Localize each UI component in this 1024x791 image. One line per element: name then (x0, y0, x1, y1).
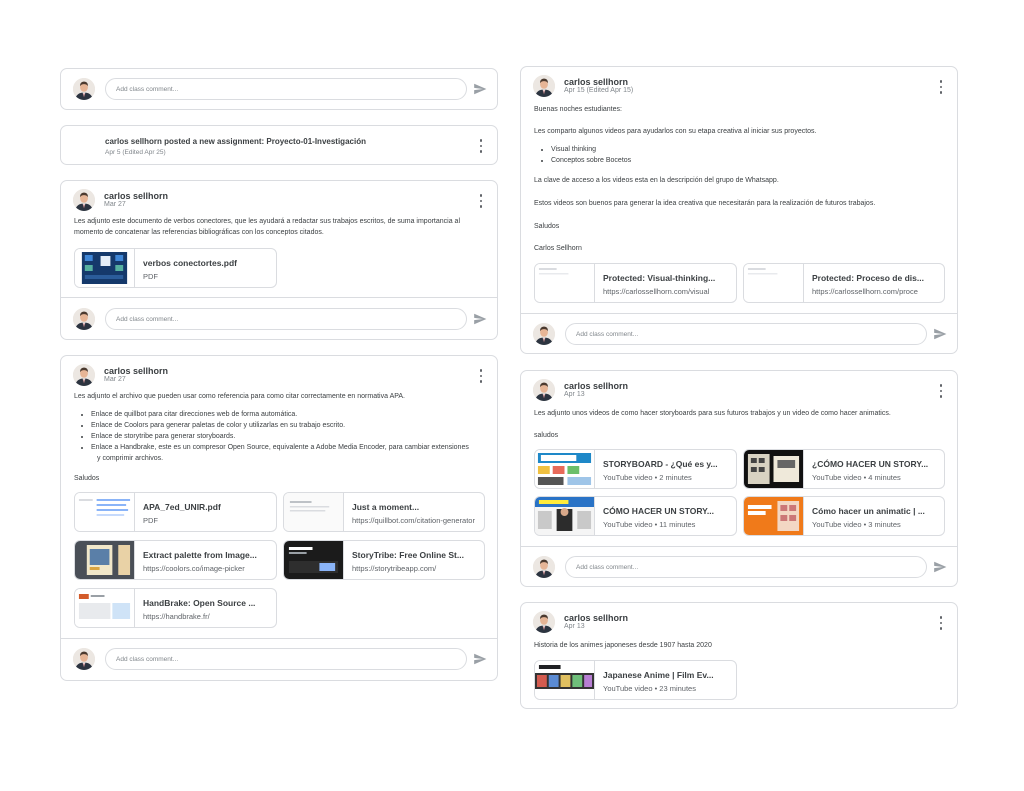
attachment-youtube-video[interactable] (534, 449, 737, 489)
avatar (73, 189, 95, 211)
attachment-title: CÓMO HACER UN STORY... (603, 506, 714, 516)
bullet-item: • Conceptos sobre Bocetos (551, 155, 631, 166)
bullet-item: • Enlace de storytribe para generar storyboards. (91, 431, 469, 442)
bullet-list (551, 144, 631, 166)
link-thumbnail (284, 541, 344, 579)
post-date: Apr 15 (Edited Apr 15) (564, 87, 634, 95)
attachment-meta: YouTube video • 3 minutes (812, 520, 901, 529)
bullet-continuation: y comprimir archivos. (97, 455, 164, 462)
class-comment-input[interactable]: Add class comment... (105, 308, 467, 330)
class-comment-row (73, 307, 487, 331)
post-text: Les adjunto unos videos de como hacer storyboards para sus futuros trabajos y un video de como hacer animatics. (534, 410, 891, 417)
attachment-quillbot-link[interactable] (283, 492, 485, 532)
assignment-card[interactable] (60, 125, 498, 165)
video-thumbnail (535, 497, 595, 535)
divider (521, 546, 957, 547)
post-text: Estos videos son buenos para generar la idea creativa que necesitarán para la realización de futuros trabajos. (534, 200, 876, 207)
send-icon[interactable] (933, 560, 947, 574)
avatar (73, 648, 95, 670)
more-vertical-icon[interactable] (937, 80, 945, 94)
post-text-line: Les adjunto este documento de verbos conectores, que les ayudará a redactar sus trabajos escritos, de suma importancia al (74, 218, 460, 225)
divider (61, 297, 497, 298)
attachment-url: https://carlossellhorn.com/visual (603, 287, 710, 296)
pdf-thumbnail (75, 249, 135, 287)
more-vertical-icon[interactable] (477, 139, 485, 153)
class-comment-input[interactable]: Add class comment... (565, 556, 927, 578)
post-header (73, 189, 168, 211)
post-card (60, 355, 498, 681)
attachment-verbos-pdf[interactable] (74, 248, 277, 288)
bullet-item: • Visual thinking (551, 144, 631, 155)
post-text: Les comparto algunos videos para ayudarlos con su etapa creativa al iniciar sus proyectos. (534, 128, 817, 135)
post-text-line: momento de concatenar las referencias bibliográficas con los conceptos citados. (74, 229, 324, 236)
post-greeting: Buenas noches estudiantes: (534, 106, 622, 113)
divider (521, 313, 957, 314)
more-vertical-icon[interactable] (477, 194, 485, 208)
video-thumbnail (535, 450, 595, 488)
post-date: Apr 13 (564, 623, 585, 631)
bullet-item: • Enlace de Coolors para generar paletas de color y utilizarlas en su trabajo escrito. (91, 420, 469, 431)
attachment-url: https://storytribeapp.com/ (352, 564, 437, 573)
attachment-title: Protected: Visual-thinking... (603, 273, 716, 283)
attachment-apa-pdf[interactable] (74, 492, 277, 532)
post-text: La clave de acceso a los videos esta en la descripción del grupo de Whatsapp. (534, 177, 779, 184)
post-date: Mar 27 (104, 376, 126, 384)
attachment-youtube-video[interactable] (534, 660, 737, 700)
bullet-list (91, 409, 469, 453)
attachment-visual-thinking-link[interactable] (534, 263, 737, 303)
attachment-title: STORYBOARD - ¿Qué es y... (603, 459, 718, 469)
class-comment-row (73, 77, 487, 101)
post-closing: saludos (534, 432, 559, 439)
post-author: carlos sellhorn (564, 380, 629, 391)
avatar (533, 323, 555, 345)
attachment-meta: YouTube video • 2 minutes (603, 473, 692, 482)
link-thumbnail (535, 264, 595, 302)
attachment-title: HandBrake: Open Source ... (143, 598, 256, 608)
post-date: Apr 13 (564, 391, 585, 399)
link-thumbnail (284, 493, 344, 531)
assignment-title[interactable]: carlos sellhorn posted a new assignment: Proyecto-01-Investigación (105, 137, 366, 146)
post-closing: Saludos (74, 475, 100, 482)
attachment-meta: YouTube video • 11 minutes (603, 520, 696, 529)
post-header (73, 364, 168, 386)
video-thumbnail (744, 497, 804, 535)
attachment-youtube-video[interactable] (743, 496, 945, 536)
attachment-title: APA_7ed_UNIR.pdf (143, 502, 221, 512)
post-card (520, 602, 958, 709)
attachment-title: ¿CÓMO HACER UN STORY... (812, 459, 929, 469)
avatar (533, 75, 555, 97)
avatar (73, 78, 95, 100)
send-icon[interactable] (473, 652, 487, 666)
post-text: Historia de los animes japoneses desde 1907 hasta 2020 (534, 642, 712, 649)
post-header (533, 611, 628, 633)
post-header (533, 379, 628, 401)
attachment-title: Just a moment... (352, 502, 420, 512)
send-icon[interactable] (933, 327, 947, 341)
attachment-type: PDF (143, 272, 158, 281)
video-thumbnail (744, 450, 804, 488)
more-vertical-icon[interactable] (477, 369, 485, 383)
post-header (533, 75, 633, 97)
post-author: carlos sellhorn (104, 365, 169, 376)
post-text: Les adjunto el archivo que pueden usar como referencia para como citar correctamente en normativa APA. (74, 393, 405, 400)
comment-card (60, 68, 498, 110)
avatar (533, 611, 555, 633)
attachment-url: https://quillbot.com/citation-generator (352, 516, 475, 525)
assignment-date: Apr 5 (Edited Apr 25) (105, 149, 166, 156)
class-comment-input[interactable]: Add class comment... (105, 78, 467, 100)
attachment-youtube-video[interactable] (743, 449, 945, 489)
avatar (73, 364, 95, 386)
post-signature: Carlos Sellhorn (534, 245, 582, 252)
post-author: carlos sellhorn (104, 190, 169, 201)
attachment-title: StoryTribe: Free Online St... (352, 550, 464, 560)
attachment-coolors-link[interactable] (74, 540, 277, 580)
attachment-meta: YouTube video • 23 minutes (603, 684, 696, 693)
avatar (533, 379, 555, 401)
avatar (533, 556, 555, 578)
link-thumbnail (744, 264, 804, 302)
class-comment-input[interactable]: Add class comment... (565, 323, 927, 345)
attachment-title: Protected: Proceso de dis... (812, 273, 924, 283)
attachment-title: verbos conectortes.pdf (143, 258, 237, 268)
attachment-url: https://coolors.co/image-picker (143, 564, 245, 573)
post-card (60, 180, 498, 340)
attachment-proceso-link[interactable] (743, 263, 945, 303)
attachment-url: https://carlossellhorn.com/proce (812, 287, 918, 296)
post-author: carlos sellhorn (564, 76, 629, 87)
attachment-title: Cómo hacer un animatic | ... (812, 506, 925, 516)
attachment-youtube-video[interactable] (534, 496, 737, 536)
class-comment-input[interactable]: Add class comment... (105, 648, 467, 670)
attachment-type: PDF (143, 516, 158, 525)
more-vertical-icon[interactable] (937, 384, 945, 398)
bullet-item: • Enlace a Handbrake, este es un compresor Open Source, equivalente a Adobe Media Encoder, para cambiar extensiones (91, 442, 469, 453)
attachment-title: Japanese Anime | Film Ev... (603, 670, 714, 680)
attachment-url: https://handbrake.fr/ (143, 612, 210, 621)
post-date: Mar 27 (104, 201, 126, 209)
link-thumbnail (75, 589, 135, 627)
avatar (73, 308, 95, 330)
class-comment-row (533, 322, 947, 346)
class-comment-row (73, 647, 487, 671)
post-card (520, 66, 958, 354)
send-icon[interactable] (473, 312, 487, 326)
video-thumbnail (535, 661, 595, 699)
class-comment-row (533, 555, 947, 579)
send-icon[interactable] (473, 82, 487, 96)
pdf-thumbnail (75, 493, 135, 531)
attachment-meta: YouTube video • 4 minutes (812, 473, 901, 482)
attachment-title: Extract palette from Image... (143, 550, 257, 560)
post-author: carlos sellhorn (564, 612, 629, 623)
bullet-item: • Enlace de quillbot para citar direcciones web de forma automática. (91, 409, 469, 420)
divider (61, 638, 497, 639)
attachment-storytribe-link[interactable] (283, 540, 485, 580)
post-card (520, 370, 958, 587)
attachment-handbrake-link[interactable] (74, 588, 277, 628)
post-text: Saludos (534, 223, 560, 230)
more-vertical-icon[interactable] (937, 616, 945, 630)
link-thumbnail (75, 541, 135, 579)
